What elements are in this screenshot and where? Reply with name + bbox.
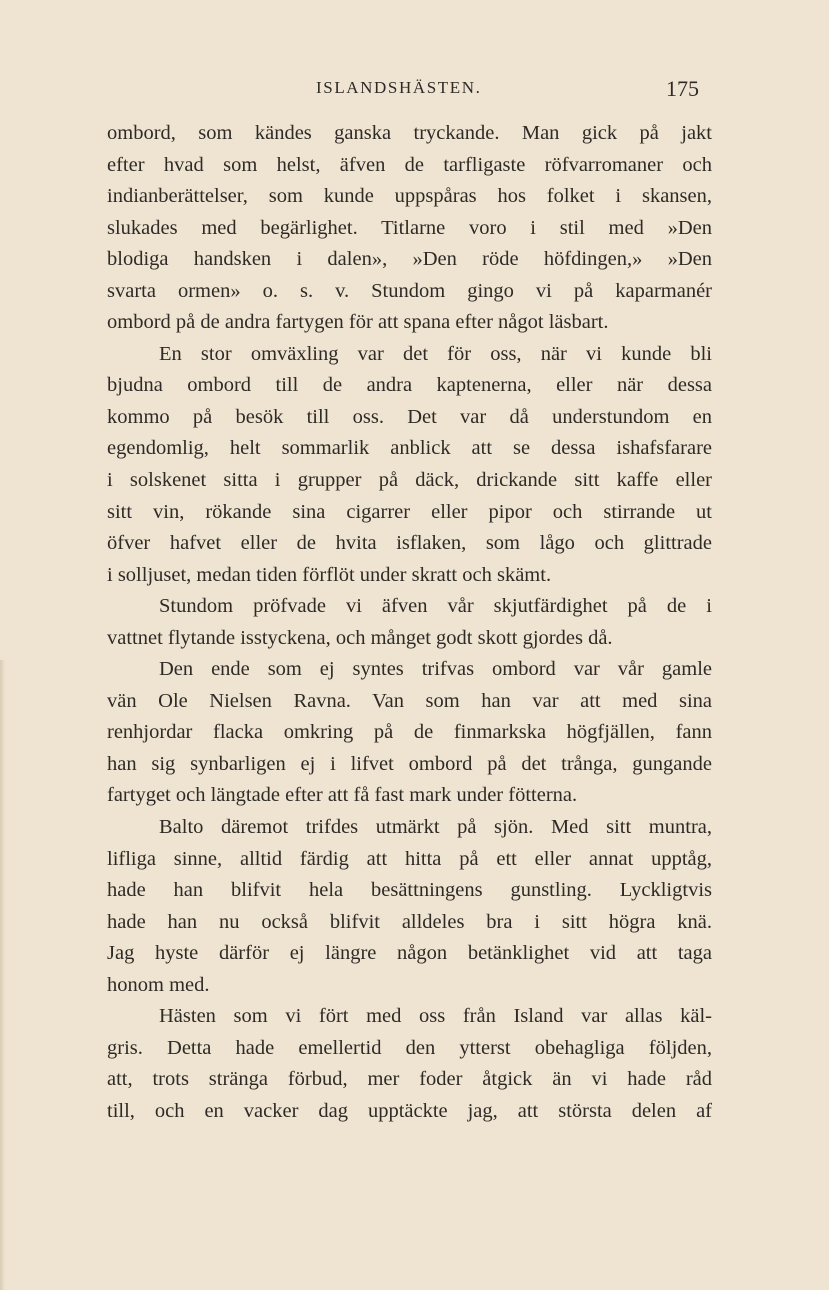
text-line: Den ende som ej syntes trifvas ombord var vår gamle xyxy=(159,658,712,681)
text-line: vattnet flytande isstyckena, och månget godt skott gjordes då. xyxy=(107,626,613,649)
text-line: hade han blifvit hela besättningens gunstling. Lyckligtvis xyxy=(107,879,712,902)
text-line: Stundom pröfvade vi äfven vår skjutfärdighet på de i xyxy=(159,595,712,618)
text-line: indianberättelser, som kunde uppspåras hos folket i skansen, xyxy=(107,185,712,208)
text-line: öfver hafvet eller de hvita isflaken, som lågo och glittrade xyxy=(107,532,712,555)
text-line: efter hvad som helst, äfven de tarfligaste röfvarromaner och xyxy=(107,153,712,176)
text-line: Hästen som vi fört med oss från Island var allas käl- xyxy=(159,1005,712,1028)
text-line: kommo på besök till oss. Det var då understundom en xyxy=(107,405,712,428)
text-line: ombord, som kändes ganska tryckande. Man gick på jakt xyxy=(107,122,712,144)
text-line: En stor omväxling var det för oss, när vi kunde bli xyxy=(159,342,712,365)
text-line: vän Ole Nielsen Ravna. Van som han var att med sina xyxy=(107,689,712,712)
text-line: bjudna ombord till de andra kaptenerna, eller när dessa xyxy=(107,374,712,397)
running-head: ISLANDSHÄSTEN. xyxy=(316,78,482,97)
text-line: svarta ormen» o. s. v. Stundom gingo vi på kaparmanér xyxy=(107,279,712,302)
text-line: att, trots stränga förbud, mer foder åtgick än vi hade råd xyxy=(107,1068,712,1091)
text-line: i solskenet sitta i grupper på däck, drickande sitt kaffe eller xyxy=(107,469,712,492)
text-line: Balto däremot trifdes utmärkt på sjön. Med sitt muntra, xyxy=(159,816,712,839)
text-line: lifliga sinne, alltid färdig att hitta på ett eller annat upptåg, xyxy=(107,847,712,870)
text-line: Jag hyste därför ej längre någon betänklighet vid att taga xyxy=(107,942,712,965)
body-text xyxy=(107,118,712,1128)
text-line: i solljuset, medan tiden förflöt under skratt och skämt. xyxy=(107,563,552,586)
text-line: blodiga handsken i dalen», »Den röde höfdingen,» »Den xyxy=(107,248,712,271)
text-line: ombord på de andra fartygen för att spana efter något läsbart. xyxy=(107,311,609,334)
text-line: egendomlig, helt sommarlik anblick att se dessa ishafsfarare xyxy=(107,437,712,460)
text-line: han sig synbarligen ej i lifvet ombord på det trånga, gungande xyxy=(107,752,712,775)
text-line: till, och en vacker dag upptäckte jag, att största delen af xyxy=(107,1099,712,1122)
text-line: sitt vin, rökande sina cigarrer eller pipor och stirrande ut xyxy=(107,500,712,523)
page-edge-shadow xyxy=(0,660,5,1290)
text-line: fartyget och längtade efter att få fast mark under fötterna. xyxy=(107,784,578,807)
text-line: renhjordar flacka omkring på de finmarkska högfjällen, fann xyxy=(107,721,712,744)
text-line: slukades med begärlighet. Titlarne voro i stil med »Den xyxy=(107,216,712,239)
text-line: honom med. xyxy=(107,973,210,996)
text-line: hade han nu också blifvit alldeles bra i sitt högra knä. xyxy=(107,910,712,933)
text-line: gris. Detta hade emellertid den ytterst obehagliga följden, xyxy=(107,1036,712,1059)
page-number: 175 xyxy=(666,76,699,101)
